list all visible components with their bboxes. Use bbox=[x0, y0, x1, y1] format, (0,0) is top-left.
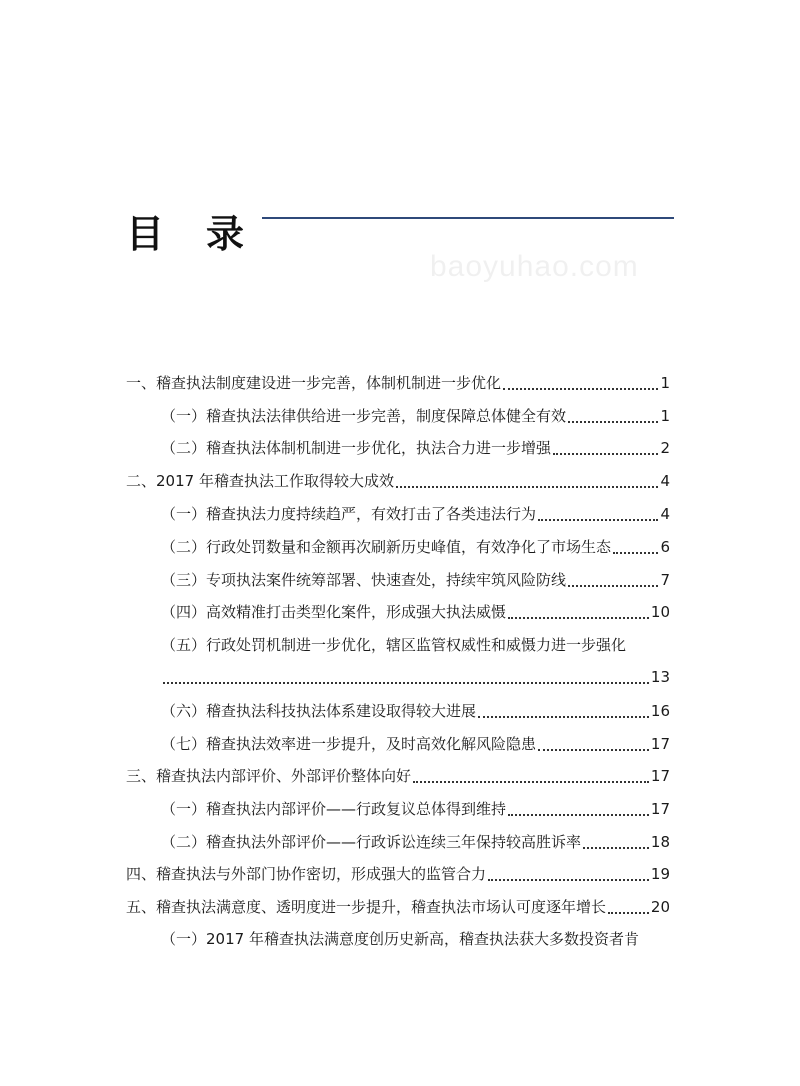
leader-dots bbox=[163, 682, 649, 684]
leader-dots bbox=[613, 552, 658, 554]
toc-entry-1[interactable] bbox=[126, 368, 670, 398]
toc-entry-2-5[interactable] bbox=[161, 630, 670, 660]
toc-entry-text: （一）稽查执法内部评价——行政复议总体得到维持 bbox=[161, 800, 507, 818]
toc-entry-5[interactable] bbox=[126, 892, 670, 922]
toc-entry-2-4[interactable] bbox=[161, 597, 670, 627]
toc-entry-2-3[interactable] bbox=[161, 565, 670, 595]
toc-entry-3-1[interactable] bbox=[161, 794, 670, 824]
toc-entry-text: （二）行政处罚数量和金额再次刷新历史峰值，有效净化了市场生态 bbox=[161, 538, 612, 556]
toc-entry-text: 一、稽查执法制度建设进一步完善，体制机制进一步优化 bbox=[126, 374, 502, 392]
toc-entry-2-2[interactable] bbox=[161, 532, 670, 562]
toc-entry-3-2[interactable] bbox=[161, 827, 670, 857]
toc-entry-1-1[interactable] bbox=[161, 401, 670, 431]
leader-dots bbox=[396, 486, 659, 488]
toc-entry-2-5-continuation[interactable] bbox=[161, 662, 670, 692]
leader-dots bbox=[508, 617, 649, 619]
leader-dots bbox=[553, 453, 658, 455]
toc-entry-text: （一）2017 年稽查执法满意度创历史新高，稽查执法获大多数投资者肯 bbox=[161, 930, 639, 948]
title-rule bbox=[262, 217, 674, 219]
leader-dots bbox=[608, 912, 649, 914]
toc-entry-page: 18 bbox=[650, 833, 670, 851]
toc-entry-page: 4 bbox=[660, 472, 670, 490]
leader-dots bbox=[488, 879, 649, 881]
toc-entry-text: （七）稽查执法效率进一步提升，及时高效化解风险隐患 bbox=[161, 735, 537, 753]
toc-entry-text: 三、稽查执法内部评价、外部评价整体向好 bbox=[126, 767, 412, 785]
toc-entry-page: 17 bbox=[650, 800, 670, 818]
toc-entry-text: （二）稽查执法外部评价——行政诉讼连续三年保持较高胜诉率 bbox=[161, 833, 582, 851]
toc-entry-5-1[interactable] bbox=[161, 924, 670, 954]
leader-dots bbox=[583, 847, 649, 849]
toc-entry-page: 20 bbox=[650, 898, 670, 916]
toc-entry-3[interactable] bbox=[126, 761, 670, 791]
toc-entry-page: 6 bbox=[660, 538, 670, 556]
toc-entry-2[interactable] bbox=[126, 466, 670, 496]
toc-entry-text: （五）行政处罚机制进一步优化，辖区监管权威性和威慑力进一步强化 bbox=[161, 636, 627, 654]
toc-entry-text: （六）稽查执法科技执法体系建设取得较大进展 bbox=[161, 702, 477, 720]
toc-entry-text: （四）高效精准打击类型化案件，形成强大执法威慑 bbox=[161, 603, 507, 621]
toc-entry-text: 二、2017 年稽查执法工作取得较大成效 bbox=[126, 472, 394, 490]
leader-dots bbox=[413, 781, 649, 783]
watermark: baoyuhao.com bbox=[430, 250, 639, 283]
toc-entry-page: 16 bbox=[650, 702, 670, 720]
leader-dots bbox=[478, 716, 649, 718]
toc-entry-page: 7 bbox=[660, 571, 670, 589]
leader-dots bbox=[538, 749, 649, 751]
toc-entry-text: （二）稽查执法体制机制进一步优化，执法合力进一步增强 bbox=[161, 439, 552, 457]
leader-dots bbox=[568, 421, 658, 423]
toc-entry-text: 四、稽查执法与外部门协作密切，形成强大的监管合力 bbox=[126, 865, 487, 883]
toc-entry-page: 4 bbox=[660, 505, 670, 523]
toc-entry-page: 2 bbox=[660, 439, 670, 457]
toc-entry-page: 1 bbox=[660, 374, 670, 392]
leader-dots bbox=[538, 519, 658, 521]
toc-entry-page: 17 bbox=[650, 767, 670, 785]
toc-entry-page: 10 bbox=[650, 603, 670, 621]
toc-title: 目 录 bbox=[126, 212, 247, 256]
toc-entry-2-6[interactable] bbox=[161, 696, 670, 726]
toc-entry-page: 1 bbox=[660, 407, 670, 425]
leader-dots bbox=[503, 388, 658, 390]
toc-entry-page: 13 bbox=[650, 668, 670, 686]
toc-entry-text: （三）专项执法案件统筹部署、快速查处，持续牢筑风险防线 bbox=[161, 571, 567, 589]
leader-dots bbox=[508, 814, 649, 816]
leader-dots bbox=[568, 585, 658, 587]
toc-entry-2-1[interactable] bbox=[161, 499, 670, 529]
toc-entry-text: 五、稽查执法满意度、透明度进一步提升，稽查执法市场认可度逐年增长 bbox=[126, 898, 607, 916]
toc-entry-2-7[interactable] bbox=[161, 729, 670, 759]
toc-entry-page: 19 bbox=[650, 865, 670, 883]
toc-entry-text: （一）稽查执法力度持续趋严，有效打击了各类违法行为 bbox=[161, 505, 537, 523]
toc-entry-1-2[interactable] bbox=[161, 433, 670, 463]
toc-entry-text: （一）稽查执法法律供给进一步完善，制度保障总体健全有效 bbox=[161, 407, 567, 425]
toc-entry-page: 17 bbox=[650, 735, 670, 753]
toc-entry-4[interactable] bbox=[126, 859, 670, 889]
